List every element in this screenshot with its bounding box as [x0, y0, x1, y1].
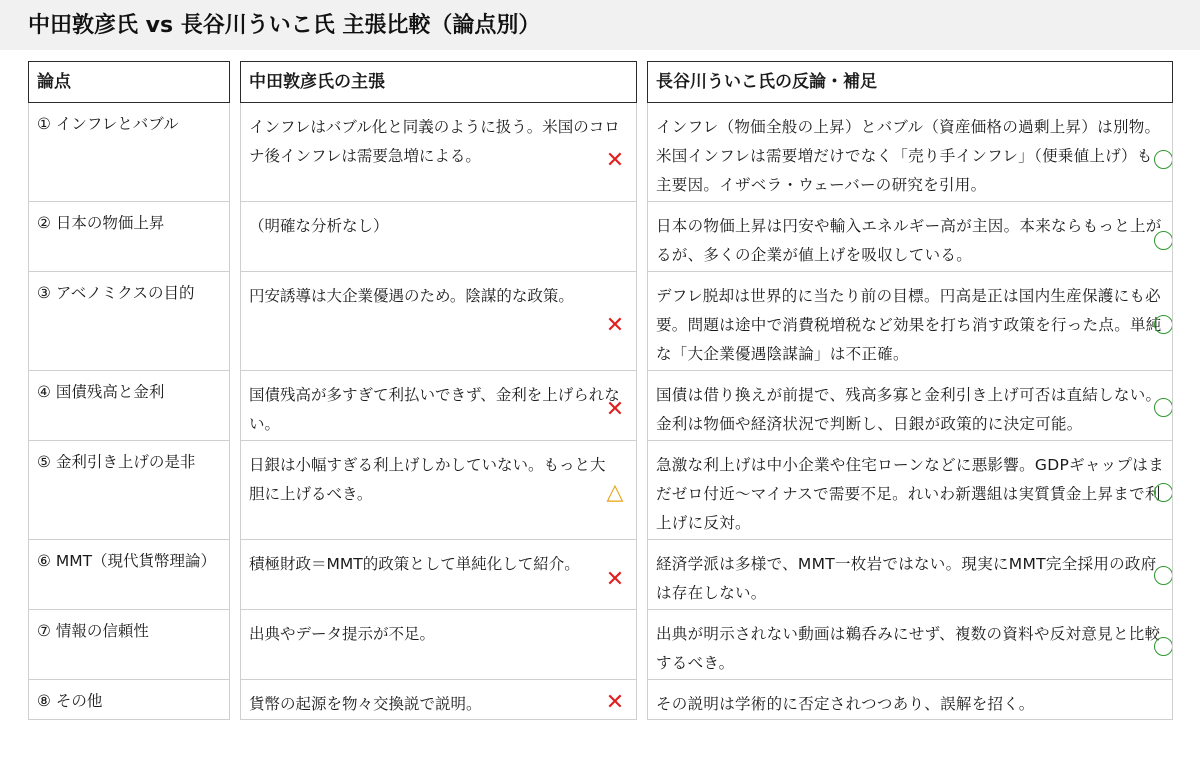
circle-mark-icon	[1154, 566, 1173, 585]
cross-mark-icon: ✕	[605, 148, 625, 173]
topic-cell: ① インフレとバブル	[28, 103, 230, 202]
rebuttal-text: デフレ脱却は世界的に当たり前の目標。円高是正は国内生産保護にも必要。問題は途中で消費税増税など効果を打ち消す政策を行った点。単純な「大企業優遇陰謀論」は不正確。	[656, 287, 1162, 363]
hasegawa-rebuttal-cell	[647, 540, 1173, 610]
hasegawa-rebuttal-cell	[647, 610, 1173, 680]
header-hasegawa: 長谷川ういこ氏の反論・補足	[647, 61, 1173, 103]
claim-text: （明確な分析なし）	[249, 217, 389, 235]
circle-mark-icon	[1154, 398, 1173, 417]
topic-cell: ⑦ 情報の信頼性	[28, 610, 230, 680]
topic-cell: ⑤ 金利引き上げの是非	[28, 441, 230, 540]
hasegawa-rebuttal-cell	[647, 103, 1173, 202]
circle-mark-icon	[1154, 150, 1173, 169]
cross-mark-icon: ✕	[605, 397, 625, 422]
claim-text: インフレはバブル化と同義のように扱う。米国のコロナ後インフレは需要急増による。	[249, 118, 620, 165]
claim-text: 出典やデータ提示が不足。	[249, 625, 436, 643]
hasegawa-rebuttal-cell	[647, 441, 1173, 540]
rebuttal-text: その説明は学術的に否定されつつあり、誤解を招く。	[656, 695, 1035, 713]
nakata-claim-cell	[240, 202, 637, 272]
triangle-mark-icon: △	[606, 480, 624, 505]
rebuttal-text: 急激な利上げは中小企業や住宅ローンなどに悪影響。GDPギャップはまだゼロ付近〜マイナスで需要不足。れいわ新選組は実質賃金上昇まで利上げに反対。	[656, 456, 1164, 532]
hasegawa-rebuttal-cell	[647, 371, 1173, 441]
hasegawa-column	[647, 61, 1173, 720]
nakata-claim-cell	[240, 371, 637, 441]
nakata-claim-cell	[240, 441, 637, 540]
circle-mark-icon	[1154, 637, 1173, 656]
circle-mark-icon	[1154, 231, 1173, 250]
rebuttal-text: 経済学派は多様で、MMT一枚岩ではない。現実にMMT完全採用の政府は存在しない。	[656, 555, 1157, 602]
hasegawa-rebuttal-cell	[647, 202, 1173, 272]
topic-cell: ⑧ その他	[28, 680, 230, 720]
title-bar	[0, 0, 1200, 50]
hasegawa-rebuttal-cell	[647, 680, 1173, 720]
nakata-claim-cell	[240, 272, 637, 371]
cross-mark-icon: ✕	[605, 313, 625, 338]
claim-text: 積極財政＝MMT的政策として単純化して紹介。	[249, 555, 580, 573]
claim-text: 円安誘導は大企業優遇のため。陰謀的な政策。	[249, 287, 574, 305]
rebuttal-text: 国債は借り換えが前提で、残高多寡と金利引き上げ可否は直結しない。金利は物価や経済状況で判断し、日銀が政策的に決定可能。	[656, 386, 1162, 433]
claim-text: 貨幣の起源を物々交換説で説明。	[249, 695, 482, 713]
topic-cell: ② 日本の物価上昇	[28, 202, 230, 272]
cross-mark-icon: ✕	[605, 567, 625, 592]
circle-mark-icon	[1154, 483, 1173, 502]
topic-column	[28, 61, 230, 720]
nakata-column	[240, 61, 637, 720]
header-nakata: 中田敦彦氏の主張	[240, 61, 637, 103]
rebuttal-text: インフレ（物価全般の上昇）とバブル（資産価格の過剰上昇）は別物。米国インフレは需要増だけでなく「売り手インフレ」（便乗値上げ）も主要因。イザベラ・ウェーバーの研究を引用。	[656, 118, 1161, 194]
nakata-claim-cell	[240, 610, 637, 680]
nakata-claim-cell	[240, 103, 637, 202]
rebuttal-text: 日本の物価上昇は円安や輸入エネルギー高が主因。本来ならもっと上がるが、多くの企業が値上げを吸収している。	[656, 217, 1162, 264]
cross-mark-icon: ✕	[605, 690, 625, 715]
nakata-claim-cell	[240, 680, 637, 720]
nakata-claim-cell	[240, 540, 637, 610]
rebuttal-text: 出典が明示されない動画は鵜呑みにせず、複数の資料や反対意見と比較するべき。	[656, 625, 1161, 672]
hasegawa-rebuttal-cell	[647, 272, 1173, 371]
claim-text: 国債残高が多すぎて利払いできず、金利を上げられない。	[249, 386, 620, 433]
header-topic: 論点	[28, 61, 230, 103]
topic-cell: ④ 国債残高と金利	[28, 371, 230, 441]
topic-cell: ⑥ MMT（現代貨幣理論）	[28, 540, 230, 610]
claim-text: 日銀は小幅すぎる利上げしかしていない。もっと大胆に上げるべき。	[249, 456, 606, 503]
topic-cell: ③ アベノミクスの目的	[28, 272, 230, 371]
page-title: 中田敦彦氏 vs 長谷川ういこ氏 主張比較（論点別）	[28, 13, 541, 38]
circle-mark-icon	[1154, 315, 1173, 334]
